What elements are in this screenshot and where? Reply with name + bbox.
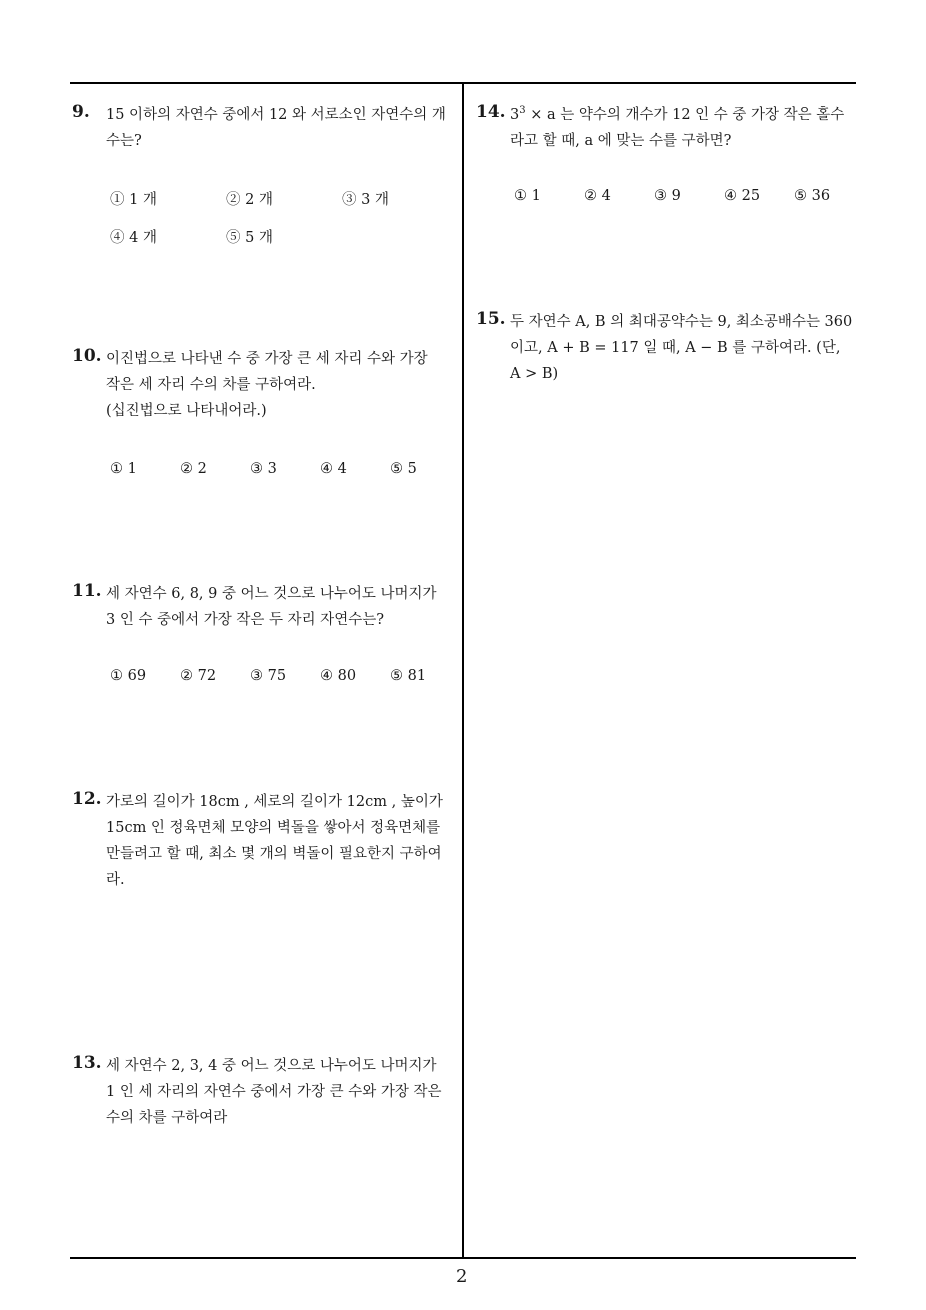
question-text-line: 수의 차를 구하여라 [106, 1110, 228, 1126]
question-text-line: A > B) [510, 366, 559, 382]
question-text-line: 수는? [106, 133, 142, 149]
question-number: 9. [72, 102, 90, 122]
choice-5[interactable]: ⑤ 81 [390, 668, 427, 684]
question-text-line: 라고 할 때, a 에 맞는 수를 구하면? [510, 133, 732, 149]
question-text-line: 세 자연수 6, 8, 9 중 어느 것으로 나누어도 나머지가 [106, 586, 437, 602]
question-text-line: 이진법으로 나타낸 수 중 가장 큰 세 자리 수와 가장 [106, 351, 428, 367]
question-number: 11. [72, 581, 102, 601]
column-divider [462, 82, 464, 1258]
question-text-line: 작은 세 자리 수의 차를 구하여라. [106, 377, 316, 393]
math-exponent: 3 [519, 105, 526, 117]
question-text-line: 1 인 세 자리의 자연수 중에서 가장 큰 수와 가장 작은 [106, 1084, 442, 1100]
choice-4[interactable]: ④ 4 개 [110, 230, 157, 246]
choice-4[interactable]: ④ 80 [320, 668, 357, 684]
page-number: 2 [456, 1266, 468, 1287]
choice-2[interactable]: ② 2 [180, 461, 207, 477]
question-text-line: 만들려고 할 때, 최소 몇 개의 벽돌이 필요한지 구하여 [106, 846, 442, 862]
choice-5[interactable]: ⑤ 36 [794, 188, 831, 204]
question-number: 12. [72, 789, 102, 809]
question-text-line [510, 102, 844, 128]
choice-5[interactable]: ⑤ 5 개 [226, 230, 273, 246]
choice-1[interactable]: ① 1 [110, 461, 137, 477]
choice-2[interactable]: ② 72 [180, 668, 217, 684]
question-text-line: 두 자연수 A, B 의 최대공약수는 9, 최소공배수는 360 [510, 314, 853, 330]
choice-3[interactable]: ③ 9 [654, 188, 681, 204]
question-number: 15. [476, 309, 506, 329]
choice-4[interactable]: ④ 4 [320, 461, 347, 477]
question-text-line: 15cm 인 정육면체 모양의 벽돌을 쌓아서 정육면체를 [106, 820, 441, 836]
choice-3[interactable]: ③ 3 [250, 461, 277, 477]
question-number: 14. [476, 102, 506, 122]
choice-1[interactable]: ① 69 [110, 668, 147, 684]
math-base: 3 [510, 107, 520, 123]
question-text-line: 가로의 길이가 18cm , 세로의 길이가 12cm , 높이가 [106, 794, 443, 810]
choice-1[interactable]: ① 1 [514, 188, 541, 204]
question-text-line: 이고, A + B = 117 일 때, A − B 를 구하여라. (단, [510, 340, 841, 356]
choice-4[interactable]: ④ 25 [724, 188, 761, 204]
choice-3[interactable]: ③ 75 [250, 668, 287, 684]
choice-2[interactable]: ② 2 개 [226, 192, 273, 208]
choice-5[interactable]: ⑤ 5 [390, 461, 417, 477]
question-text-line: (십진법으로 나타내어라.) [106, 403, 267, 419]
choice-1[interactable]: ① 1 개 [110, 192, 157, 208]
choice-3[interactable]: ③ 3 개 [342, 192, 389, 208]
question-text-line: 15 이하의 자연수 중에서 12 와 서로소인 자연수의 개 [106, 107, 446, 123]
question-text-line: 세 자연수 2, 3, 4 중 어느 것으로 나누어도 나머지가 [106, 1058, 437, 1074]
bottom-rule [70, 1257, 856, 1259]
question-text-line: 라. [106, 872, 125, 888]
question-number: 10. [72, 346, 102, 366]
question-text-rest: × a 는 약수의 개수가 12 인 수 중 가장 작은 홀수 [525, 107, 845, 123]
question-number: 13. [72, 1053, 102, 1073]
question-text-line: 3 인 수 중에서 가장 작은 두 자리 자연수는? [106, 612, 384, 628]
choice-2[interactable]: ② 4 [584, 188, 611, 204]
